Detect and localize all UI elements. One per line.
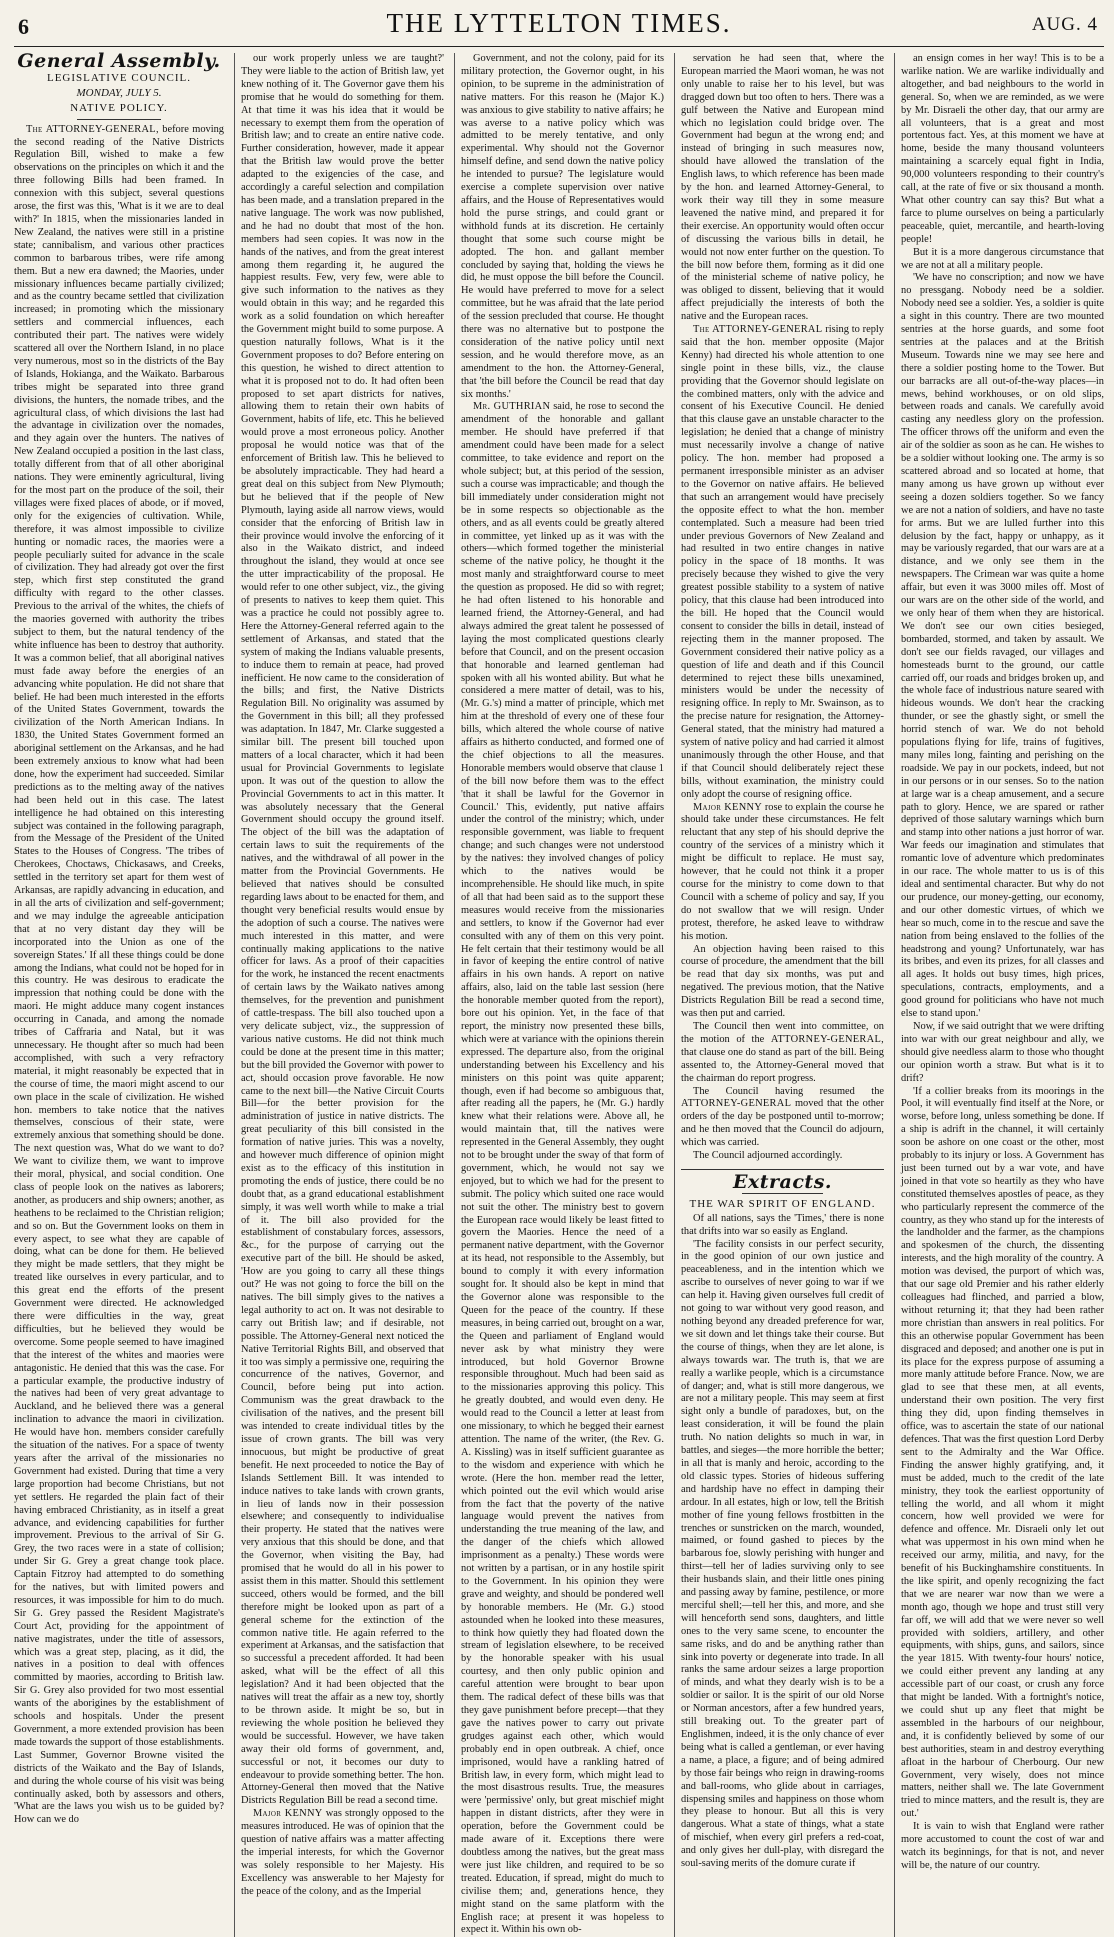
divider xyxy=(681,1169,884,1170)
paragraph: The Council adjourned accordingly. xyxy=(693,1150,843,1162)
column-5 xyxy=(894,53,1104,1937)
column-4 xyxy=(674,53,884,1937)
paragraph-text: was strongly opposed to the measures introduced. He was of opinion that the question of native affairs was a matter affecting the imperial interests, for which the Governor was solely responsible to her Majesty. His Excellency was answerable to her Majesty for the peace of the colony, and as the Imperial xyxy=(241,1808,444,1897)
paragraph: 'The facility consists in our perfect security, in the good opinion of our own justice and peaceableness, and in the intention which we ascribe to ourselves of never going to war if we can help it. Having given ourselves full credit of not going to war without very good reason, and nothing beyond any dreaded preference for war, we sit down and let things take their course. But the course of things, when they are let alone, is always towards war. The truth is, that we are really a warlike people, which is a circumstance of danger; and, what is still more dangerous, we are not a military people. This may seem at first sight only a bundle of paradoxes, but, on the least consideration, it will be found the plain truth. No nation delights so much in war, in battles, and sieges—the more horrible the better; in all that is manly and heroic, according to the old classic types. Stories of hideous suffering and hardship have no effect in damping their ardour. In all estates, high or low, tell the British mother of fine young fellows frostbitten in the trenches or sunstricken on the march, wounded, maimed, or found gashed to pieces by the barbarous foe, slowly perishing with hunger and thirst—tell her of ladies surviving only to see their husbands slain, and their little ones pining and passing away by famine, pestilence, or more merciful shell;—tell her this, and more, and she will henceforth send sons, daughters, and little ones to the very same scene, to encounter the same risks, and do and be anything rather than sink into poverty or degenerate into trade. In all ranks the same ardour seizes a large proportion of minds, and what they dearly wish is to be a soldier or sailor. It is the spirit of our old Norse or Norman ancestors, after a few hundred years, still breaking out. To the greater part of Englishmen, indeed, it is the only chance of ever being what is called a gentleman, or ever having a name, a place, a figure; and of being admired by those fair beings who reign in drawing-rooms and ball-rooms, who glide about in carriages, dispensing smiles and happiness on those whom they please to honour. But all this is very dangerous. What a state of things, what a state of mischief, when every girl prefers a red-coat, and only gives her dull-play, with disregard the soul-saving merits of the domure curate if xyxy=(681,1238,884,1870)
speaker-name: Major KENNY xyxy=(253,1808,323,1820)
paragraph: 'If a collier breaks from its moorings in the Pool, it will eventually find itself at the Nore, or worse, before long, unless something be done. If a ship is adrift in the channel, it will certainly soon be ashore on one coast or the other, most probably to its injury or loss. A Government has just been turned out by a war vote, and have joined in that vote so heartily as they who have constituted themselves apostles of peace, as they who particularly represent the commerce of the country, as they who stand up for the interests of the landholder and the farmer, as the champions and spokesmen of the church, the dissenting interests, and the high morality of the country. A motion was devised, the purport of which was, that our sage old Premier and his rather elderly colleagues had flinched, and parried a blow, without returning it; that they had been rather more christian than answers in real politics. For this an otherwise popular Government has been disgraced and deposed; and another one is put in its place for the express purpose of assuming a more manly attitude before France. Now, we are glad to see that these men, at all events, understand their own position. The very first thing they did, upon finding themselves in office, was to ascertain the state of our national defences. That was the first question Lord Derby sent to the Admiralty and the War Office. Finding the answer highly gratifying, and, it must be added, much to the credit of the late ministry, they took the earliest opportunity of telling the world, and all whom it might concern, how well provided we were for defence and offence. Mr. Disraeli only let out what was uppermost in his own mind when he received our army, militia, and navy, for the benefit of his Buckinghamshire constituents. In the like spirit, and openly recognizing the fact that we are nearer war now than we were a month ago, though we hope and trust still very far off, we will add that we were never so well provided with soldiers, artillery, and other equipments, with ships, guns, and sailors, since the year 1815. With twenty-four hours' notice, we could either prevent any landing at any accessible part of our coast, or crush any force that might be landed. With a fortnight's notice, we could shut up any fleet that might be assembled in the harbours of our neighbour, and, it is confidently believed by some of our best authorities, steam in and destroy everything afloat in the harbour of Cherbourg. Our new Government, very wisely, does not mince matters, neither shall we. The late Government tried to mince matters, and the result is, they are out.' xyxy=(901,1085,1104,1820)
paragraph xyxy=(14,124,224,1828)
paragraph: The Council then went into committee, on the motion of the ATTORNEY-GENERAL, that clause one do stand as part of the bill. Being assented to, the Attorney-General moved that the chairman do report progress. xyxy=(681,1020,884,1084)
council-heading: LEGISLATIVE COUNCIL. xyxy=(46,71,192,84)
issue-date: AUG. 4 xyxy=(1031,14,1098,35)
speaker-name: Mr. GUTHRIAN xyxy=(473,401,551,413)
paragraph-text: rose to explain the course he should take under these circumstances. He felt reluctant that any step of his should deprive the country of the services of a ministry which it might be difficult to replace. He must say, however, that he could not think it a proper course for the ministry to come down to that Council with a scheme of policy and say, If you do not swallow that we will resign. Under protest, therefore, he asked leave to withdraw his motion. xyxy=(681,801,884,942)
paragraph xyxy=(461,401,664,1937)
paragraph: Of all nations, says the 'Times,' there is none that drifts into war so easily as England. xyxy=(681,1212,884,1237)
topic-heading: NATIVE POLICY. xyxy=(70,101,168,114)
article-title: THE WAR SPIRIT OF ENGLAND. xyxy=(689,1197,876,1210)
paragraph: an ensign comes in her way! This is to be a warlike nation. We are warlike individually and altogether, and bad neighbours to the world in general. So, when we are reminded, as we were by Mr. Disraeli the other day, that our army are all volunteers, that is a great and most portentous fact. Yes, at this moment we have at home, beside the many thousand volunteers maintaining a scarcely equal fight in India, 90,000 volunteers responding to their country's call, at the rate of five or six thousand a month. What other country can say this? But what a farce to plume ourselves on being a particularly peaceable, quiet, mercantile, and hearth-loving people! xyxy=(901,53,1104,245)
paragraph-text: rising to reply said that the hon. member opposite (Major Kenny) had directed his whole attention to one single point in these bills, viz., the clause providing that the Governor should legislate on the combined matters, only with the advice and consent of his Executive Council. He denied that this clause gave an unstable character to the legislation; he denied that a change of ministry must necessarily involve a change of native policy. The hon. member had proposed a permanent irresponsible minister as an adviser to the Governor on native affairs. He believed that such an arrangement would have precisely the opposite effect to what the hon. member contemplated. Such a measure had been tried under previous Governors of New Zealand and had resulted in two entire changes in native policy in the space of 18 months. It was precisely because they wished to give the very greatest possible stability to a system of native policy, that this clause had been introduced into the bill. He hoped that the Council would consent to consider the bills in detail, instead of rejecting them in the manner proposed. The Government considered their native policy as a question of life and death and if this Council determined to reject these bills unexamined, ministers would be under the necessity of resigning office. In reply to Mr. Swainson, as to the precise nature for resignation, the Attorney-General stated, that the ministry had matured a system of native policy and had carried it almost unanimously through the other House, and that if that Council should deliberately reject these bills, without examination, the ministry could only adopt the course of resigning office. xyxy=(681,324,885,800)
masthead xyxy=(14,0,1104,47)
session-date: MONDAY, JULY 5. xyxy=(76,86,162,99)
paragraph: 'We have no conscription; and now we have no pressgang. Nobody need be a soldier. Nobody need see a soldier. Yes, a soldier is quite a sight in this country. There are two mounted sentries at the horse guards, and some foot sentries at the palaces and at the British Museum. Towards nine we may see here and there a soldier posting home to the Tower. But our barracks are all out-of-the-way places—in mews, behind workhouses, or on old slips, between roads and canals. We carefully avoid casting any needless glory on the profession. The officer throws off the uniform and even the air of the soldier as soon as he can. He wishes to be a soldier without looking one. The army is so scattered abroad and so located at home, that many among us have grown up without ever seeing a dozen soldiers together. So we fancy we are not a nation of soldiers, and have no taste for arms. But we are lulled further into this delusion by the fact, happy or unhappy, as it may be variously regarded, that our wars are at a distance, and we only see them in the newspapers. The Crimean war was quite a home affair, but even it was 3000 miles off. Most of our wars are on the other side of the world, and we only hear of them when they are historical. We don't see our own cities besieged, bombarded, stormed, and taken by assault. We don't see our fields ravaged, our villages and homesteads burnt to the ground, our cattle carried off, our roads and bridges broken up, and the whole face of industrious nature seared with hideous wounds. We don't hear the cracking thunder, or see the ghastly sight, or smell the horrid stench of war. We do not behold populations flying for life, trains of fugitives, many miles long, fainting and perishing on the roadside. We pay in our pockets, indeed, but not in our persons or in our senses. So to the nation at large war is a cheap amusement, and a secure path to glory. Hence, we are spared or rather deprived of those salutary warnings which burn and stamp into other nations a just horror of war. War feeds our imagination and stimulates that romantic love of adventure which predominates in our race. The whole matter to us is of this ideal and sentimental character. But why do not our prudence, our money-getting, our economy, and our other domestic virtues, of which we hear so much, come in to the rescue and save the nation from being enslaved to the follies of the headstrong and young? Unfortunately, war has its bribes, and even its prizes, for all classes and all ages. It holds out busy times, high prices, speculations, contracts, employments, and a good ground for politicians who have not much else to stand upon.' xyxy=(901,272,1104,1020)
column-1 xyxy=(14,50,224,1937)
paragraph: But it is a more dangerous circumstance that we are not at all a military people. xyxy=(901,246,1104,271)
paragraph xyxy=(681,802,884,944)
paragraph-text: before moving the second reading of the Native Districts Regulation Bill, wished to make a few observations on the principles on which it and the three following Bills had been framed. In connexion with this subject, several questions arose, the first was this, 'What is it we are to deal with?' In 1815, when the missionaries landed in New Zealand, the natives were still in a pristine state; cannibalism, and various other practices common to barbarous tribes, were rife among them. But a new era dawned; the Maories, under missionary influences became partially civilized; and as the country became settled that civilization increased; in promoting which the missionary settlers and commercial influences, each contributed their part. The natives were widely scattered all over the Northern Island, in no place very numerous, most so in the districts of the Bay of Islands, Hokianga, and the Waikato. Barbarous tribes might be separated into three grand divisions, the hunters, the nomade tribes, and the agricultural class, of which divisions the last had the advantage in civilization over the nomades, and they again over the hunters. The natives of New Zealand occupied a position in the last class, totally different from that of all other aboriginal nations. They were eminently agricultural, living for the most part on the produce of the soil, their villages were fixed places of abode, or if moved, only for the exigencies of cultivation. While, therefore, it was almost impossible to civilize hunting or nomadic races, the maories were a people peculiarly suited for advance in the scale of civilization. They had already got over the first step, which first step constituted the grand difficulty with regard to the other classes. Previous to the arrival of the whites, the chiefs of the maories governed with authority the tribes subject to them, but the natural tendency of the white influence has been to destroy that authority. It was a common belief, that all aboriginal natives must fade away before the energies of an advancing white population. He did not share that belief. He had been much interested in the efforts of the United States Government, towards the civilization of the North American Indians. In 1830, the United States Government formed an aboriginal settlement on the Arkansas, and he had been extremely anxious to know what had been done, how the experiment had succeeded. Similar predictions as to the melting away of the natives had been held out in this case. The latest intelligence he had obtained on this interesting subject was contained in the following paragraph, from the Message of the President of the United States to the Houses of Congress. 'The tribes of Cherokees, Choctaws, Chickasaws, and Creeks, settled in the territory set apart for them west of Arkansas, are rapidly advancing in education, and in all the arts of civilization and self-government; and we may indulge the agreeable anticipation that at no very distant day they will be incorporated into the Union as one of the sovereign States.' If all these things could be done among the Indians, what could not be hoped for in this country. He was desirous to eradicate the impression that nothing could be done with the maori. He might adduce many cogent instances occurring in Canada, and among the nomade tribes of Caffraria and Natal, but it was unnecessary. He thought after so much had been accomplished, with such a very refractory material, it might reasonably be expected that in the course of time, the maori might ascend to our own place in the scale of civilization. He wished hon. members to take notice that the natives themselves, conscious of their state, were extremely anxious that something should be done. The next question was, What do we want to do? We want to civilize them, we want to improve their moral, physical, and social condition. One class of people look on the natives as laborers; another, as producers and ship owners; another, as heathens to be reclaimed to the Christian religion; and so on. But the Government looks on them in every aspect, to see what they are capable of doing, what can be done for them. He believed they might be made settlers, that they might be treated like ourselves in every particular, and to this great end the efforts of the present Government were directed. He acknowledged there were difficulties in the way, great difficulties, but he believed they would be overcome. Some people seemed to have imagined that the interest of the whites and maories were antagonistic. He denied that this was the case. For a particular example, the productive industry of the natives had been of very great advantage to Auckland, and he believed there was a general inclination to advance the maori in civilization. He would have hon. members consider carefully the situation of the natives. For a space of twenty years after the arrival of the missionaries no Government had existed. During that time a very large proportion had become Christians, but not yet settlers. He regarded the plain fact of their having embraced Christianity, as in itself a great advance, and evidencing capabilities for further improvement. Previous to the arrival of Sir G. Grey, the two races were in a state of collision; under Sir G. Grey a great change took place. Captain Fitzroy had attempted to do something for the natives, but with limited powers and resources, it was impossible for him to do much. Sir G. Grey passed the Resident Magistrate's Court Act, providing for the appointment of native magistrates, under the title of assessors, which was a great step, placing, as it did, the natives in a position to deal with offences committed by maories, according to British law. Sir G. Grey also provided for two most essential wants of the aborigines by the establishment of schools and hospitals. Under the present Government, a more extended provision has been made towards the support of those establishments. Last Summer, Governor Browne visited the districts of the Waikato and the Bay of Islands, and during the whole course of his visit was being continually asked, both by assessors and others, 'What are the laws you wish us to be guided by? How can we do xyxy=(14,123,224,1826)
paragraph: The Council having resumed the ATTORNEY-GENERAL moved that the other orders of the day be postponed until to-morrow; and he then moved that the Council do adjourn, which was carried. xyxy=(681,1085,884,1149)
speaker-name: Major KENNY xyxy=(693,801,763,813)
page-number: 6 xyxy=(18,14,29,39)
speaker-name: The ATTORNEY-GENERAL, xyxy=(26,123,159,135)
paragraph: Government, and not the colony, paid for its military protection, the Governor ought, in his opinion, to be supreme in the administration of native matters. For this reason he (Major K.) was anxious to give stability to native affairs; he was averse to a native policy which was admitted to be merely tentative, and only experimental. Why should not the Governor himself define, and send down the native policy he intended to pursue? The legislature would exercise a complete supervision over native affairs, and the House of Representatives would hold the purse strings, and could grant or withhold funds at its discretion. He certainly thought that some such course might be adopted. The hon. and gallant member concluded by saying that, holding the views he did, he must oppose the bill before the Council. He would have preferred to move for a select committee, but he was afraid that the late period of the session precluded that course. He thought there was no alternative but to postpone the consideration of the native policy until next session, and he would therefore move, as an amendment to the hon. the Attorney-General, that 'the bill before the Council be read that day six months.' xyxy=(461,53,664,400)
paragraph: An objection having been raised to this course of procedure, the amendment that the bill be read that day six months, was put and negatived. The previous motion, that the Native Districts Regulation Bill be read a second time, was then put and carried. xyxy=(681,943,884,1020)
speaker-name: ATTORNEY-GENERAL xyxy=(681,1098,792,1110)
section-heading-general-assembly: General Assembly. xyxy=(17,50,221,72)
column-2 xyxy=(234,53,444,1937)
speaker-name: The ATTORNEY-GENERAL xyxy=(693,324,823,336)
paragraph xyxy=(241,1808,444,1898)
divider xyxy=(77,119,161,120)
paragraph: servation he had seen that, where the European married the Maori woman, he was not only unable to raise her to his level, but was dragged down but too often to hers. There was a gulf between the Native and European mind which no legislation could bridge over. The Government had begun at the wrong end; and instead of bringing in such measures now, should have allowed the translation of the English laws, to which reference has been made by the hon. and learned Attorney-General, to work their way till they in some measure leavened the native mind, and prepared it for their exercise. An opportunity would often occur of discussing the various bills in detail, he would not now enter further on the question. To the bill now before them, forming as it did one of the ministerial scheme of native policy, he was obliged to dissent, believing that it would affect prejudicially the interests of both the native and the European races. xyxy=(681,53,884,323)
paragraph xyxy=(681,324,884,802)
column-3 xyxy=(454,53,664,1937)
paragraph: It is vain to wish that England were rather more accustomed to count the cost of war and watch its beginnings, for that is not, and never will be, the nature of our country. xyxy=(901,1821,1104,1871)
speaker-name: ATTORNEY-GENERAL, xyxy=(770,1033,884,1045)
paragraph: our work properly unless we are taught?' They were liable to the action of British law, yet knew nothing of it. The Governor gave them his promise that he would do something for them. At that time it was his idea that it would be necessary to exempt them from the operation of British law; and to create an entire native code. Further consideration, however, made it appear that the British law would prove the better adapted to the exigencies of the case, and accordingly a careful selection and compilation has been made, and a translation prepared in the native language. The work was now published, and he had no doubt that most of the hon. members had seen copies. It was now in the hands of the natives, and from the great interest among them regarding it, he augured the happiest results. Few, very few, were able to give such information to the natives as they would obtain in this way; and he regarded this work as a solid foundation on which hereafter the Government might build to some purpose. A question naturally follows, What is it the Government proposes to do? Before entering on this question, he wished to direct attention to what it is proposed not to do. It had often been proposed to set apart districts for natives, allowing them to retain their own habits of Government, habits of life, etc. This he believed would prove a most erroneous policy. Another proposal he would notice was that of the enforcement of British law. This he believed to be absolutely impracticable. They had heard a great deal on this subject from New Plymouth; but he believed that if the people of New Plymouth, laying aside all narrow views, would consider that the enforcing of British law in their province would involve the enforcing of it also in the Waikato district, and indeed throughout the island, they would at once see the utter impracticability of the proposal. He would refer to one other subject, viz., the giving of presents to natives to keep them quiet. This was a practice he could not possibly agree to. Here the Attorney-General referred again to the settlement of Arkansas, and stated that the system of making the Indians valuable presents, to induce them to remain at peace, had proved inefficient. He now came to the consideration of the bills; and first, the Native Districts Regulation Bill. No originality was assumed by the Government in this bill; all they professed was adaptation. In 1847, Mr. Clarke suggested a similar bill. The present bill touched upon matters of a local character, which it had been usual for Provincial Governments to legislate upon. It was out of the question to allow the Provincial Governments to act in this matter. It was absolutely necessary that the General Government should occupy the ground itself. The object of the bill was the adaptation of certain laws to suit the requirements of the natives, and the withdrawal of all power in the matter from the Provincial Governments. He believed that natives should be consulted regarding laws about to be enacted for them, and thought very beneficial results would ensue by the adoption of such a course. The natives were much interested in this matter, and were continually making applications to the native officer for laws. As a proof of their capacities for the work, he instanced the recent enactments of certain laws by the Waikato natives among themselves, for the prevention and punishment of cattle-trespass. The bill also touched upon a very delicate subject, viz., the suppression of various native customs. He did not think much could be done at the present time in this matter; but the bill provided the Governor with power to act, should occasion prove favorable. He now came to the next bill—the Native Circuit Courts Bill—for the better provision for the administration of justice in native districts. The great peculiarity of this bill consisted in the formation of native juries. This was a novelty, and however much difference of opinion might exist as to the efficacy of this institution in promoting the ends of justice, there could be no doubt that, as a grand educational establishment simply, it was well worth while to make a trial of it. The bill also provided for the establishment of constabulary forces, assessors, &c., for the purpose of carrying out the executive part of the bill. He should be asked, 'How are you going to carry all these things out?' He was not going to force the bill on the natives. The bill simply gives to the natives a legal authority to act on. It was not desirable to carry out British law; and if desirable, not possible. The Attorney-General next noticed the Native Territorial Rights Bill, and observed that it too was simply a permissive one, requiring the concurrence of the natives, Governor, and Council, before being put into action. Communism was the great drawback to the civilisation of the natives, and the present bill was intended to create individual titles by the issue of crown grants. The bill was very innocuous, but might be productive of great benefit. He next proceeded to notice the Bay of Islands Settlement Bill. It was intended to induce natives to take lands with crown grants, in lieu of lands now in their possession elsewhere; and consequently to individualise their property. He stated that the natives were very anxious that this should be done, and that the Governor, when visiting the Bay, had promised that he would do all in his power to assist them in this matter. Should this settlement succeed, others would be formed, and the bill therefore might be looked upon as part of a general scheme for the extinction of the common native title. He again referred to the experiment at Arkansas, and the satisfaction that so successful a precedent afforded. It had been asked, what will be the effect of all this legislation? And it had been objected that the natives will treat the affair as a new toy, shortly to be thrown aside. It might be so, but in reviewing the whole position he believed they would be successful. However, we have taken away their old forms of government, and, successful or not, it becomes our duty to endeavour to provide something better. The hon. Attorney-General then moved that the Native Districts Regulation Bill be read a second time. xyxy=(241,53,444,1807)
newspaper-title: THE LYTTELTON TIMES. xyxy=(386,8,732,38)
article-columns xyxy=(14,47,1104,1936)
paragraph-text: said, he rose to second the amendment of the honorable and gallant member. He should have preferred if that amendment could have been made for a select committee, to take evidence and report on the whole subject; but, at this period of the session, such a course was impracticable; and though the bill immediately under consideration might not be in some respects so objectionable as the others, and as all events could be greatly altered in committee, yet linked up as it was with the others—which formed together the ministerial scheme of the native policy, he thought it the most manly and straightforward course to meet the question as proposed. He did so with regret; he had often listened to his honorable and learned friend, the Attorney-General, and had always admired the great talent he possessed of laying the most complicated questions clearly before that Council, and on the present occasion that honorable and learned gentleman had spoken with all his wonted ability. But what he considered a mere matter of detail, was to his, (Mr. G.'s) mind a matter of principle, which met him at the threshold of every one of these four bills, which altered the whole course of native affairs as hitherto conducted, and formed one of the chief objections to all the measures. Honorable members would observe that clause 1 of the bill now before them was to the effect 'that it shall be lawful for the Governor in Council.' This, evidently, put native affairs under the control of the ministry; which, under responsible government, was liable to frequent change; and such changes were not understood by the natives: they involved changes of policy which to the natives would be incomprehensible. He should like much, in spite of all that had been said as to the support these measures would receive from the missionaries and settlers, to know if the Governor had ever consulted with any of them on this very point. He felt certain that their testimony would be all in favor of keeping the entire control of native affairs in his own hands. A report on native affairs, also, laid on the table last session (here the honorable member quoted from the report), bore out his opinion. Yet, in the face of that report, the ministry now presented these bills, which were at variance with the opinions therein expressed. The departure also, from the original understanding between his Excellency and his ministers on this point was quite apparent; though, even if had become so ambiguous that, after reading all the papers, he (Mr. G.) hardly knew what their relations were. Above all, he would maintain that, till the natives were represented in the General Assembly, they ought not to be brought under the sway of that form of government, which, he would not say we enjoyed, but to which we had for the present to submit. The policy which suited one race would not suit the other. The ministry best to govern the European race would likely be least fitted to govern the Maories. Hence the need of a permanent native department, with the Governor at its head, not responsible to the Assembly, but bound to comply it with every information sought for. It should also be kept in mind that the Governor alone was responsible to the Queen for the peace of the country. If these measures, in being carried out, brought on a war, the Queen and parliament of England would never ask by what ministry they were introduced, but hold Governor Browne responsible throughout. Much had been said as to the missionaries approving this policy. This he greatly doubted, and would even deny. He would read to the Council a letter at least from one missionary, to which he begged their earnest attention. The name of the writer, (the Rev. G. A. Kissling) was in itself sufficient guarantee as to the wisdom and experience with which he wrote. (Here the hon. member read the letter, which pointed out the evil which would arise from the fact that the poverty of the native language would prevent the natives from understanding the true meaning of the law, and the danger of the chiefs which allowed imprisonment as a penalty.) These words were not written by a partisan, or in any hostile spirit to the Government. In his opinion they were grave and weighty, and should be pondered well by honorable members. He (Mr. G.) stood astounded when he looked into these measures, to think how quietly they had floated down the stream of legislation elsewhere, to be received by the honorable speaker with his usual courtesy, and then only public opinion and careful attention were brought to bear upon them. The radical defect of these bills was that they gave punishment before precept—that they gave the natives power to carry out private grudges against each other, which would probably end in open outbreak. A chief, once imprisoned, would have a rankling hatred of British law, in every form, which might lead to the most disastrous results. True, the measures were 'permissive' only, but great mischief might happen in distant districts, after they were in operation, before the Government could be made aware of it. Exceptions there were doubtless among the natives, but the great mass were just like children, and required to be so treated. Education, if spread, might do much to civilise them; and, generations hence, they might stand on the same platform with the English race; at present it was hopeless to expect it. Within his own ob- xyxy=(461,401,665,1936)
section-heading-extracts: Extracts. xyxy=(732,1170,833,1193)
paragraph: Now, if we said outright that we were drifting into war with our great neighbour and ally, we should give needless alarm to those who thought our opinion worth a straw. But what is it to drift? xyxy=(901,1020,1104,1084)
divider xyxy=(742,1193,823,1194)
